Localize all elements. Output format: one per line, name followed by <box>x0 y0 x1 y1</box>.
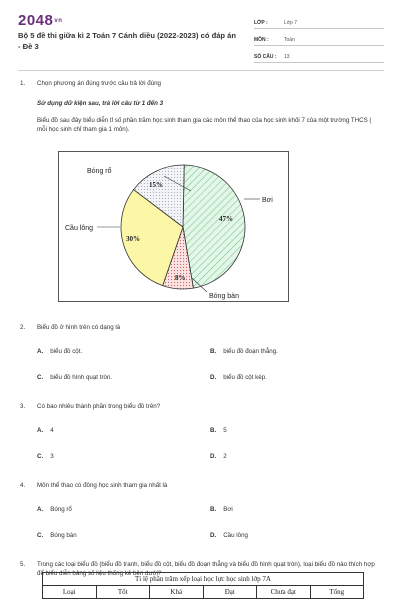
options-q2 <box>20 347 382 382</box>
option-b[interactable] <box>210 426 383 435</box>
option-text: Bóng rổ <box>50 506 72 513</box>
question-number: 5. <box>20 561 26 568</box>
meta-row-count <box>254 48 384 63</box>
exam-content-2 <box>20 323 382 578</box>
question-instruction: Sử dụng dữ kiện sau, trả lời câu từ 1 đến 3 <box>37 100 164 107</box>
question-text: Trong các loại biểu đồ (biểu đồ tranh, biểu đồ cột, biểu đồ đoạn thẳng và biểu đồ hình quạt tròn), loại biểu đồ nào thích hợp để biểu diễn bảng số liệu thống kê bên dưới? <box>37 561 375 577</box>
meta-value: Toán <box>284 37 295 43</box>
category-label-bong-ban: Bóng bàn <box>209 293 239 300</box>
question-text: Có bao nhiêu thành phần trong biểu đồ trên? <box>37 403 161 410</box>
pie-slice-1 <box>183 165 245 288</box>
option-key: B. <box>210 348 217 355</box>
option-key: D. <box>210 453 217 460</box>
question-text: Biểu đồ ở hình trên có dạng là <box>37 324 121 331</box>
percent-label-cau-long: 30% <box>126 235 140 243</box>
option-c[interactable] <box>37 531 210 540</box>
question-number: 2. <box>20 324 26 331</box>
option-key: B. <box>210 506 217 513</box>
option-key: A. <box>37 427 44 434</box>
option-key: A. <box>37 348 44 355</box>
question-4 <box>20 481 382 490</box>
percent-label-bong-ban: 8% <box>175 274 186 282</box>
option-key: C. <box>37 453 44 460</box>
option-text: biểu đồ hình quạt tròn. <box>50 374 113 381</box>
table-header-cell: Đạt <box>204 586 258 598</box>
option-text: Bơi <box>223 506 233 513</box>
question-number: 1. <box>20 80 26 87</box>
pie-chart-frame <box>58 151 289 302</box>
question-number: 3. <box>20 403 26 410</box>
meta-label: MÔN : <box>254 37 269 43</box>
option-a[interactable] <box>37 505 210 514</box>
table-header-cell: Khá <box>150 586 204 598</box>
document-title: Bộ 5 đề thi giữa kì 2 Toán 7 Cánh diều (2022-2023) có đáp án - Đề 3 <box>18 31 237 51</box>
table-caption: Tỉ lệ phần trăm xếp loại học lực học sinh lớp 7A <box>43 573 363 586</box>
option-text: biểu đồ cột. <box>50 348 83 355</box>
option-b[interactable] <box>210 505 383 514</box>
page-header <box>18 12 384 60</box>
option-c[interactable] <box>37 452 210 461</box>
percent-label-bong-ro: 15% <box>149 181 163 189</box>
meta-info <box>254 14 384 65</box>
question-2 <box>20 323 382 332</box>
exam-content <box>20 79 382 134</box>
options-q4 <box>20 505 382 540</box>
question-3 <box>20 402 382 411</box>
option-text: Bóng bàn <box>50 532 77 539</box>
option-text: 3 <box>50 453 54 460</box>
header-divider <box>18 70 384 71</box>
option-key: C. <box>37 532 44 539</box>
option-c[interactable] <box>37 373 210 382</box>
question-text: Môn thể thao có đông học sinh tham gia nhất là <box>37 482 168 489</box>
logo-text: 2048 <box>18 12 54 29</box>
meta-label: SỐ CÂU : <box>254 54 277 60</box>
table-header-cell: Chưa đạt <box>257 586 311 598</box>
option-key: A. <box>37 506 44 513</box>
option-d[interactable] <box>210 373 383 382</box>
category-label-bong-ro: Bóng rổ <box>87 168 112 175</box>
option-text: Cầu lông <box>223 532 248 539</box>
meta-value: Lớp 7 <box>284 20 298 26</box>
meta-label: LỚP : <box>254 20 268 26</box>
option-text: biểu đồ đoạn thẳng. <box>223 348 278 355</box>
meta-row-class <box>254 14 384 29</box>
question-1 <box>20 79 382 134</box>
option-text: biểu đồ cột kép. <box>223 374 267 381</box>
pie-chart <box>59 152 288 301</box>
table-header-cell: Tổng <box>329 588 345 596</box>
category-label-boi: Bơi <box>262 197 273 204</box>
logo-suffix: vn <box>54 18 63 25</box>
options-q3 <box>20 426 382 461</box>
option-key: D. <box>210 532 217 539</box>
option-d[interactable] <box>210 452 383 461</box>
meta-value: 13 <box>284 54 290 60</box>
category-label-cau-long: Cầu lông <box>65 225 94 232</box>
option-b[interactable] <box>210 347 383 356</box>
percent-label-boi: 47% <box>219 215 233 223</box>
question-number: 4. <box>20 482 26 489</box>
table-header-cell: Loại <box>43 586 97 598</box>
table-header-row <box>43 586 363 598</box>
option-key: B. <box>210 427 217 434</box>
option-key: C. <box>37 374 44 381</box>
option-d[interactable] <box>210 531 383 540</box>
meta-row-subject <box>254 31 384 46</box>
option-text: 5 <box>223 427 227 434</box>
option-a[interactable] <box>37 426 210 435</box>
table-header-cell: Tốt <box>97 586 151 598</box>
option-key: D. <box>210 374 217 381</box>
option-text: 4 <box>50 427 54 434</box>
question-text: Chọn phương án đúng trước câu trả lời đúng <box>37 80 161 87</box>
option-text: 2 <box>223 453 227 460</box>
option-a[interactable] <box>37 347 210 356</box>
question-description: Biểu đồ sau đây biểu diễn tỉ số phần trăm học sinh tham gia các môn thể thao của học sinh khối 7 của một trường THCS ( mỗi học sinh chỉ tham gia 1 môn). <box>37 117 372 133</box>
stats-table <box>42 572 364 599</box>
